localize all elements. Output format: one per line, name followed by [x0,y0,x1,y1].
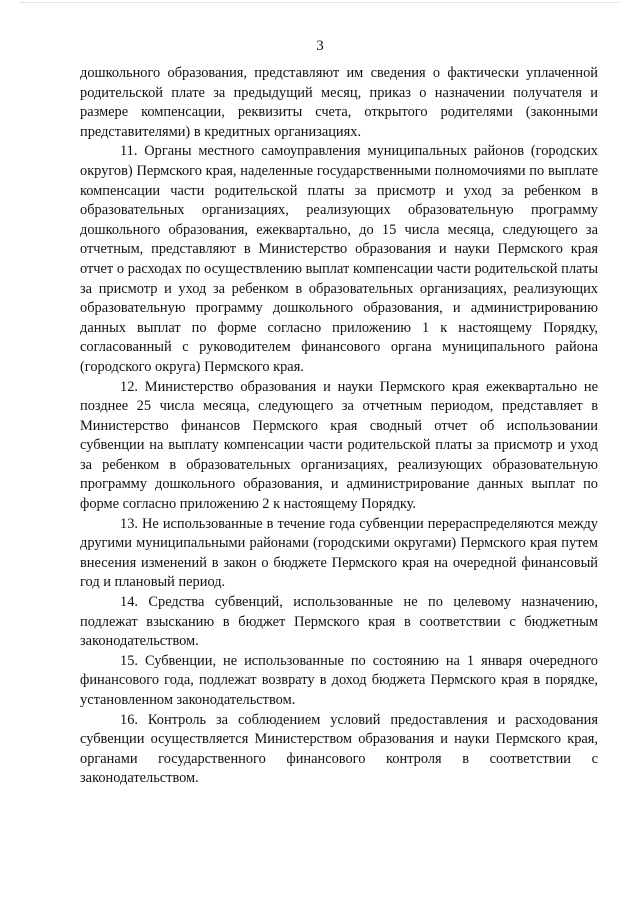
paragraph-15: 15. Субвенции, не использованные по состоянию на 1 января очередного финансового года, подлежат возврату в доход бюджета Пермского края в порядке, установленном законодательством. [80,652,598,708]
page-number: 3 [316,38,324,54]
paragraph-12: 12. Министерство образования и науки Пермского края ежеквартально не позднее 25 числа месяца, следующего за отчетным периодом, представляет в Министерство финансов Пермского края сводный отчет об использовании субвенции на выплату компенсации части родительской платы за присмотр и уход за ребенком в образовательных организациях, реализующих образовательную программу дошкольного образования, и администрирование данных выплат по форме согласно приложению 2 к настоящему Порядку. [80,378,598,513]
paragraph-13: 13. Не использованные в течение года субвенции перераспределяются между другими муниципальными районами (городскими округами) Пермского края путем внесения изменений в закон о бюджете Пермского края на очередной финансовый год и плановый период. [80,515,598,591]
paragraph-10-continuation: дошкольного образования, представляют им сведения о фактически уплаченной родительской плате за предыдущий месяц, приказ о назначении получателя и размере компенсации, реквизиты счета, открытого родителями (законными представителями) в кредитных организациях. [80,65,598,140]
paragraph-14: 14. Средства субвенций, использованные не по целевому назначению, подлежат взысканию в бюджет Пермского края в соответствии с бюджетным законодательством. [80,594,598,650]
paragraph-16: 16. Контроль за соблюдением условий предоставления и расходования субвенции осуществляется Министерством образования и науки Пермского края, органами государственного финансового контроля в соответствии с законодательством. [80,711,598,787]
paragraph-11: 11. Органы местного самоуправления муниципальных районов (городских округов) Пермского края, наделенные государственными полномочиями по выплате компенсации части родительской платы за присмотр и уход за ребенком в образовательных организациях, реализующих образовательную программу дошкольного образования, ежеквартально, до 15 числа месяца, следующего за отчетным, представляют в Министерство образования и науки Пермского края отчет о расходах по осуществлению выплат компенсации части родительской платы за присмотр и уход за ребенком в образовательных организациях, реализующих образовательную программу дошкольного образования, и администрированию данных выплат по форме согласно приложению 1 к настоящему Порядку, согласованный с руководителем финансового органа муниципального района (городского округа) Пермского края. [80,143,598,375]
scan-top-edge [20,2,620,4]
document-body [80,64,598,789]
